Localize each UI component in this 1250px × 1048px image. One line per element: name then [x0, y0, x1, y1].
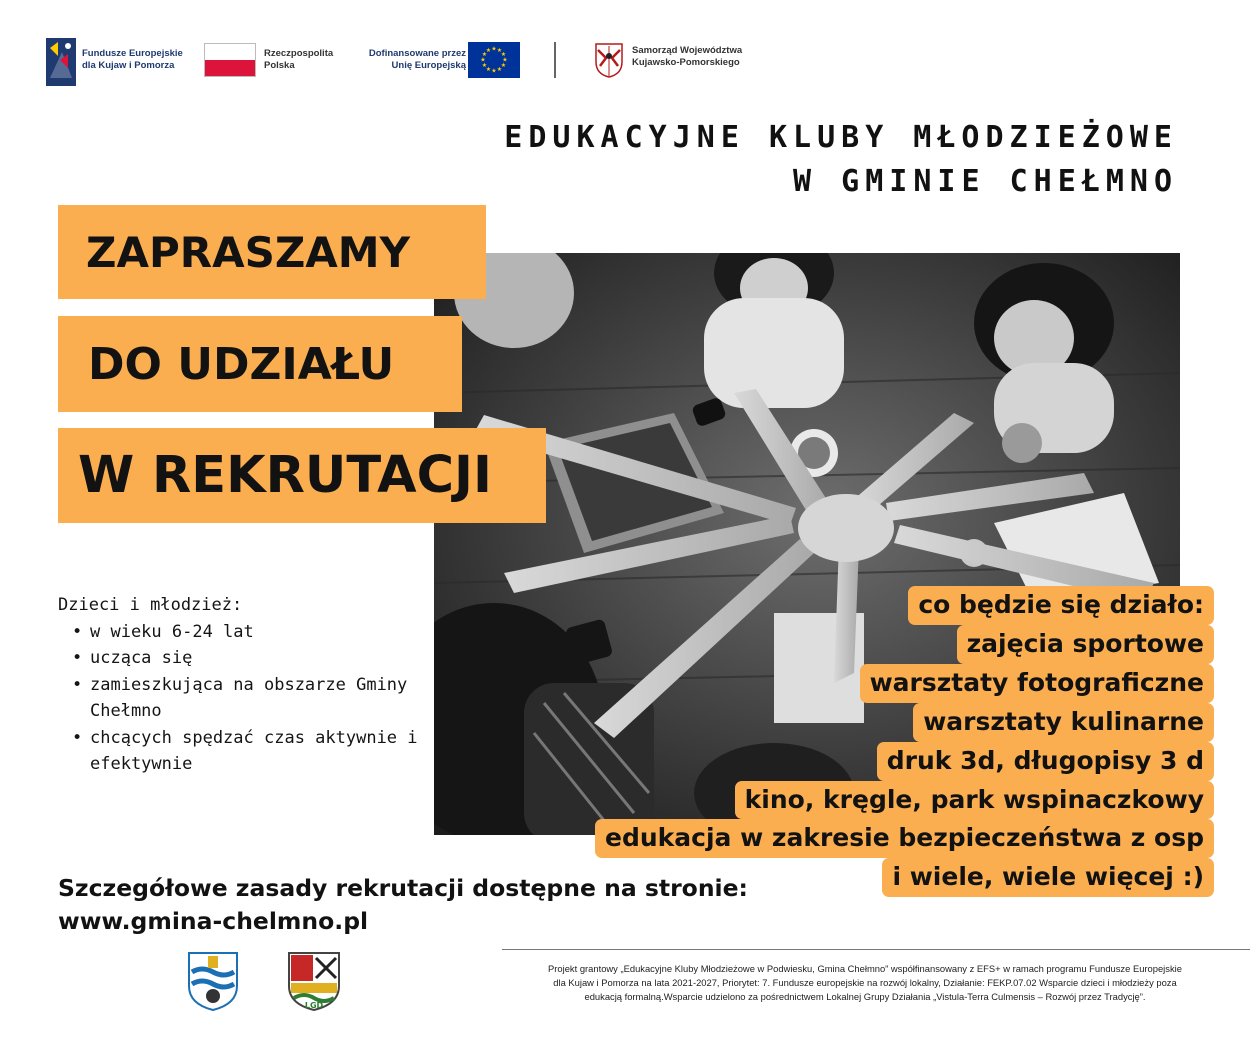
activity-line	[957, 625, 1214, 664]
activity-item: warsztaty fotograficzne	[860, 664, 1214, 703]
activity-item: i wiele, wiele więcej :)	[882, 858, 1214, 897]
activity-line	[735, 781, 1214, 820]
lgd-crest-icon	[286, 950, 342, 1012]
svg-text:★: ★	[481, 51, 488, 58]
svg-text:★: ★	[491, 67, 497, 75]
activities-heading: co będzie się działo:	[908, 586, 1214, 625]
svg-text:★: ★	[502, 56, 508, 64]
svg-text:★: ★	[485, 66, 492, 73]
activity-item: druk 3d, długopisy 3 d	[877, 742, 1214, 781]
activity-line	[877, 742, 1214, 781]
project-title-line-2: W GMINIE CHEŁMNO	[793, 164, 1178, 199]
svg-text:★: ★	[500, 62, 507, 69]
logo-strip	[46, 34, 766, 90]
activity-line	[882, 858, 1214, 897]
fundusze-europejskie-logo-icon	[46, 38, 76, 86]
website-link[interactable]: www.gmina-chelmno.pl	[58, 907, 369, 935]
logo-fe-text: Fundusze Europejskie dla Kujaw i Pomorza	[82, 48, 183, 71]
audience-item: • chcących spędzać czas aktywnie i efektywnie	[72, 725, 428, 778]
footer-line-3: edukacją formalną.Wsparcie udzielono za pośrednictwem Lokalnej Grupy Działania „Vistula-Terra Culmensis – Rozwój przez Tradycję”.	[584, 991, 1146, 1002]
activities-heading-line	[908, 586, 1214, 625]
svg-text:★: ★	[496, 47, 503, 54]
project-title-line-1: EDUKACYJNE KLUBY MŁODZIEŻOWE	[504, 120, 1178, 155]
svg-text:★: ★	[496, 66, 503, 73]
svg-text:★: ★	[500, 51, 507, 58]
activity-item: zajęcia sportowe	[957, 625, 1214, 664]
polish-flag-icon	[204, 43, 256, 77]
activity-line	[913, 703, 1214, 742]
activity-line	[595, 819, 1214, 858]
footer-line-2: dla Kujaw i Pomorza na lata 2021-2027, Priorytet: 7. Fundusze europejskie na rozwój lokalny, Działanie: FEKP.07.02 Wsparcie dzieci i młodzieży poza	[553, 977, 1177, 988]
audience-item: • w wieku 6-24 lat	[72, 619, 428, 646]
audience-section	[58, 592, 428, 778]
kujawsko-pomorskie-crest-icon	[594, 42, 624, 78]
audience-item: • ucząca się	[72, 645, 428, 672]
call-box-line-3: W REKRUTACJI	[58, 428, 546, 523]
eu-flag-icon	[468, 42, 520, 78]
activity-item: kino, kręgle, park wspinaczkowy	[735, 781, 1214, 820]
svg-text:★: ★	[480, 56, 486, 64]
svg-text:★: ★	[481, 62, 488, 69]
audience-heading: Dzieci i młodzież:	[58, 595, 243, 615]
activity-item: edukacja w zakresie bezpieczeństwa z osp	[595, 819, 1214, 858]
logo-kp-text: Samorząd Województwa Kujawsko-Pomorskiego	[632, 45, 743, 68]
activity-line	[860, 664, 1214, 703]
call-box-line-2: DO UDZIAŁU	[58, 316, 462, 412]
activity-item: warsztaty kulinarne	[913, 703, 1214, 742]
call-box-line-1: ZAPRASZAMY	[58, 205, 486, 299]
details-section	[58, 872, 748, 938]
audience-list	[72, 619, 428, 778]
logo-pl-text: Rzeczpospolita Polska	[264, 48, 334, 71]
details-text: Szczegółowe zasady rekrutacji dostępne na stronie:	[58, 874, 748, 902]
activities-section	[544, 586, 1214, 897]
audience-item: • zamieszkująca na obszarze Gminy Chełmno	[72, 672, 428, 725]
svg-text:★: ★	[485, 47, 492, 54]
footer-line-1: Projekt grantowy „Edukacyjne Kluby Młodzieżowe w Podwiesku, Gmina Chełmno” współfinansowany z EFS+ w ramach programu Fundusze Europejskie	[548, 963, 1182, 974]
lgd-crest-label: LGD	[304, 1001, 324, 1010]
svg-text:★: ★	[491, 45, 497, 53]
project-title	[504, 116, 1178, 204]
footer-text	[488, 962, 1242, 1004]
logo-eu-text: Dofinansowane przez Unię Europejską	[368, 48, 466, 71]
footer-divider	[502, 949, 1250, 950]
gmina-chelmno-crest-icon	[186, 950, 240, 1012]
logo-separator	[554, 42, 556, 78]
